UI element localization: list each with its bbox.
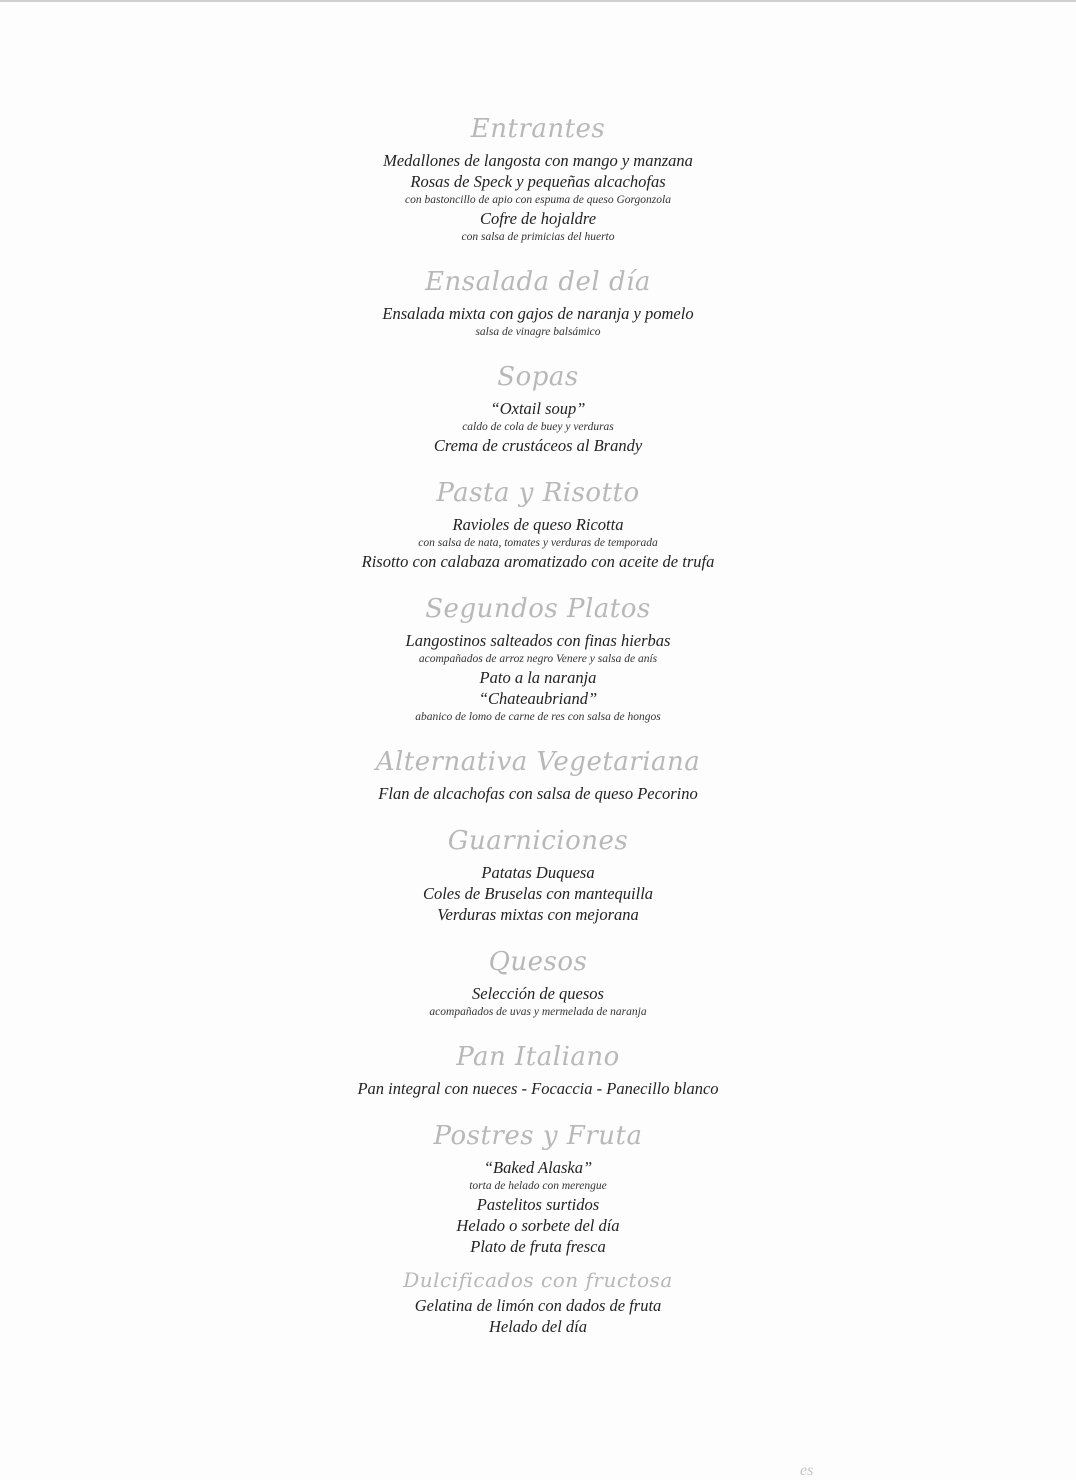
section-entrantes [0, 112, 1076, 245]
section-title: Pan Italiano [456, 1042, 620, 1072]
section-postres [0, 1119, 1076, 1257]
page-code: es [800, 1462, 814, 1479]
section-quesos [0, 945, 1076, 1020]
section-pasta [0, 476, 1076, 572]
section-vegetariana [0, 745, 1076, 804]
dish: “Chateaubriand” [478, 689, 598, 708]
section-title: Dulcificados con fructosa [403, 1268, 673, 1292]
dish: Gelatina de limón con dados de fruta [414, 1296, 662, 1315]
dish: Crema de crustáceos al Brandy [433, 436, 643, 455]
section-sopas [0, 360, 1076, 456]
dish: Helado o sorbete del día [456, 1216, 620, 1235]
section-title: Ensalada del día [425, 267, 651, 297]
dish-note: con salsa de nata, tomates y verduras de temporada [418, 537, 658, 549]
section-guarniciones [0, 824, 1076, 925]
dish-note: salsa de vinagre balsámico [475, 326, 601, 338]
dish-note: con salsa de primicias del huerto [461, 231, 615, 243]
dish: Coles de Bruselas con mantequilla [422, 884, 654, 903]
dish-note: acompañados de uvas y mermelada de naranja [429, 1006, 647, 1018]
section-fructosa [0, 1267, 1076, 1337]
dish: Langostinos salteados con finas hierbas [405, 631, 671, 650]
section-title: Pasta y Risotto [436, 478, 640, 508]
dish-note: caldo de cola de buey y verduras [462, 421, 614, 433]
dish: “Oxtail soup” [490, 399, 586, 418]
dish: Risotto con calabaza aromatizado con aceite de trufa [361, 552, 715, 571]
top-border [0, 0, 1076, 2]
dish-note: torta de helado con merengue [469, 1180, 607, 1192]
section-title: Guarniciones [447, 826, 629, 856]
dish: Patatas Duquesa [481, 863, 595, 882]
dish: Flan de alcachofas con salsa de queso Pecorino [378, 784, 698, 803]
dish: Cofre de hojaldre [479, 209, 597, 228]
section-title: Quesos [488, 947, 588, 977]
dish: Plato de fruta fresca [470, 1237, 606, 1256]
menu [0, 112, 1076, 1337]
section-title: Sopas [497, 362, 579, 392]
section-title: Entrantes [470, 114, 606, 144]
dish-note: abanico de lomo de carne de res con salsa de hongos [415, 711, 661, 723]
dish: Ensalada mixta con gajos de naranja y pomelo [382, 304, 694, 323]
dish: Pastelitos surtidos [476, 1195, 600, 1214]
dish: Verduras mixtas con mejorana [437, 905, 639, 924]
dish: Helado del día [488, 1317, 588, 1336]
section-title: Segundos Platos [425, 594, 651, 624]
dish-note: acompañados de arroz negro Venere y salsa de anís [418, 653, 658, 665]
dish: “Baked Alaska” [483, 1158, 593, 1177]
dish: Medallones de langosta con mango y manzana [383, 151, 693, 170]
dish-note: con bastoncillo de apio con espuma de queso Gorgonzola [405, 194, 671, 206]
dish: Rosas de Speck y pequeñas alcachofas [410, 172, 666, 191]
section-ensalada [0, 265, 1076, 340]
dish: Selección de quesos [472, 984, 604, 1003]
section-segundos [0, 592, 1076, 725]
dish: Ravioles de queso Ricotta [452, 515, 624, 534]
dish: Pan integral con nueces - Focaccia - Panecillo blanco [357, 1079, 719, 1098]
dish: Pato a la naranja [479, 668, 597, 687]
section-pan [0, 1040, 1076, 1099]
section-title: Postres y Fruta [433, 1121, 643, 1151]
section-title: Alternativa Vegetariana [375, 747, 701, 777]
